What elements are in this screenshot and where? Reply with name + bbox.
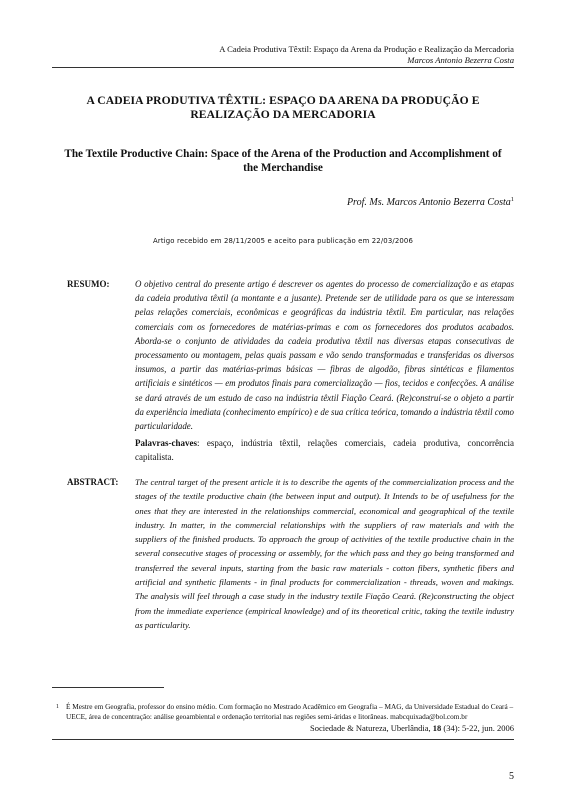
citation-prefix: Sociedade & Natureza, Uberlândia, <box>310 723 433 733</box>
keywords-text: : espaço, indústria têxtil, relações comerciais, cadeia produtiva, concorrência capitalista. <box>135 438 514 462</box>
abstract-text: The central target of the present article it is to describe the agents of the commercialization process and the stages of the textile productive chain (the between input and output). It Intends to be of usefulness for the ones that they are interested in the relationships commercial, economical and geographical of the textile industry. In matter, in the commercial relationships with the suppliers of raw materials and with the suppliers of the finished products. To approach the group of activities of the textile productive chain in the several consecutive stages of processing or assembly, for the which pass and they go being transformed and transferred the several inputs, starting from the basic raw materials - cotton fibers, synthetic fibers and artificial and synthetic filaments - in final products for commercialization - threads, woven and makings. The analysis will feel through a case study in the industry textile Fiação Ceará. (Re)constructing the object from the immediate experience (empirical knowledge) and of its theoretical critic, taking the textile industry as particularity. <box>135 477 514 630</box>
keywords <box>135 436 514 464</box>
citation-suffix: (34): 5-22, jun. 2006 <box>441 723 514 733</box>
running-header <box>219 44 514 66</box>
footnote-divider <box>52 687 164 688</box>
author-byline <box>347 196 514 208</box>
keywords-label: Palavras-chaves <box>135 438 197 448</box>
article-title-portuguese: A CADEIA PRODUTIVA TÊXTIL: ESPAÇO DA ARENA DA PRODUÇÃO E REALIZAÇÃO DA MERCADORIA <box>86 94 480 121</box>
footer-divider <box>52 739 514 740</box>
footnote-text: É Mestre em Geografia, professor do ensino médio. Com formação no Mestrado Acadêmico em Geografia – MAG, da Universidade Estadual do Ceará – UECE, área de concentração: análise geoambiental e ordenação territorial nas regiões semi-áridas e litorâneas. mabcquixada@bol.com.br <box>66 702 514 722</box>
resumo-label: RESUMO: <box>67 279 110 289</box>
journal-citation <box>310 723 514 733</box>
running-author: Marcos Antonio Bezerra Costa <box>407 55 514 65</box>
footnote-mark: 1 <box>56 704 59 710</box>
header-divider <box>52 67 514 68</box>
citation-volume: 18 <box>432 723 442 733</box>
author-footnote-mark: 1 <box>510 196 514 203</box>
resumo-text: O objetivo central do presente artigo é descrever os agentes do processo de comercialização e as etapas da cadeia produtiva têxtil (a montante e a jusante). Pretende ser de utilidade para os que se interessam pelas relações comerciais, econômicas e geográficas da indústria têxtil. Em particular, nas relações comerciais com os fornecedores de matérias-primas e com os fornecedores dos produtos acabados. Aborda-se o conjunto de atividades da cadeia produtiva têxtil nas diversas etapas consecutivas de processamento ou montagem, pelas quais passam e vão sendo transformadas e transferidas os diversos insumos, a partir das matérias-primas básicas — fibras de algodão, fibras sintéticas e filamentos artificiais e sintéticos — em produtos finais para comercialização — fios, tecidos e confecções. A análise se dará através de um estudo de caso na indústria têxtil Fiação Ceará. (Re)construí-se o objeto a partir da experiência imediata (conhecimento empírico) e de sua crítica teórica, tomando a indústria têxtil como particularidade. <box>135 279 514 432</box>
footnote <box>56 702 514 723</box>
abstract-label: ABSTRACT: <box>67 477 119 487</box>
page-number: 5 <box>509 771 514 782</box>
received-note: Artigo recebido em 28/11/2005 e aceito para publicação em 22/03/2006 <box>153 237 413 245</box>
author-name: Prof. Ms. Marcos Antonio Bezerra Costa <box>346 197 511 208</box>
article-title-english: The Textile Productive Chain: Space of the Arena of the Production and Accomplishment of the Merchandise <box>64 148 502 174</box>
running-title: A Cadeia Produtiva Têxtil: Espaço da Arena da Produção e Realização da Mercadoria <box>219 44 514 54</box>
